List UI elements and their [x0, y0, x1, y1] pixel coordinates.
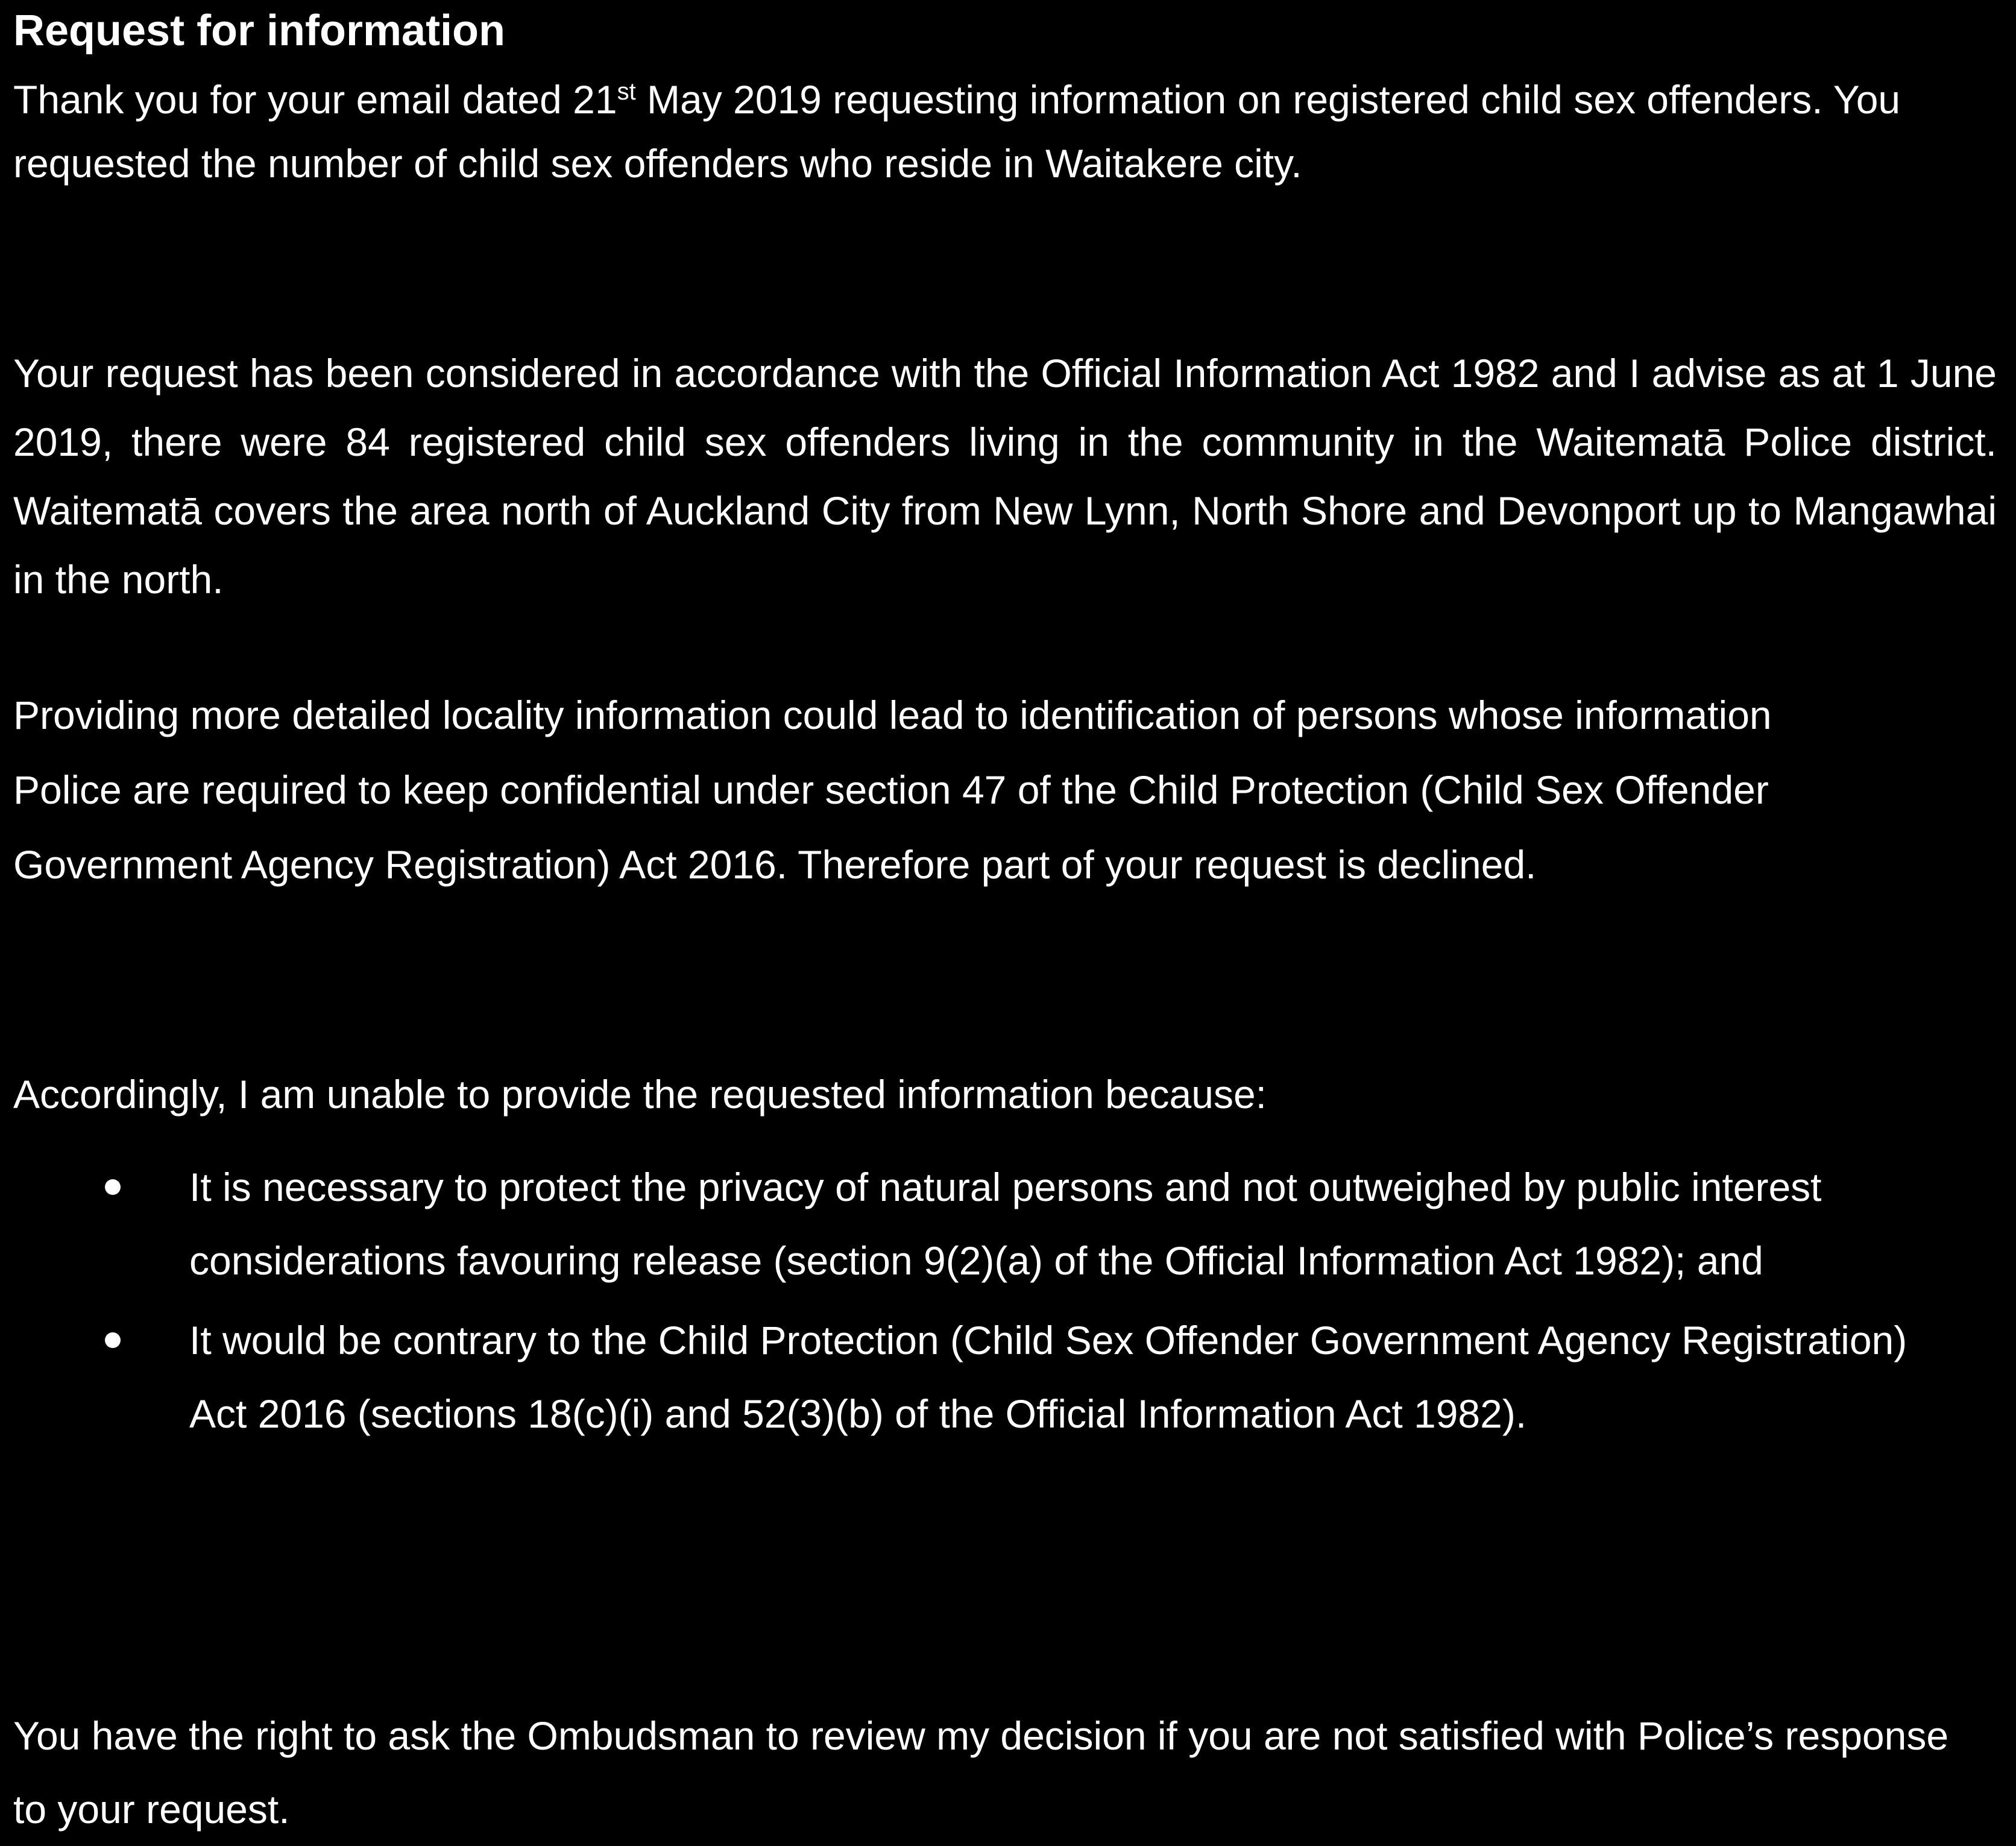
bullet-icon [105, 1179, 121, 1195]
intro-text-start: Thank you for your email dated 21 [13, 77, 617, 122]
reasons-list [13, 1150, 2003, 1451]
bullet-icon [105, 1332, 121, 1348]
locality-paragraph: Providing more detailed locality information could lead to identification of persons whose information Police are required to keep confidential under section 47 of the Child Protection (Child Sex Offender Government Agency Registration) Act 2016. Therefore part of your request is declined. [13, 693, 1772, 887]
reason-text: It is necessary to protect the privacy of natural persons and not outweighed by public interest considerations favouring release (section 9(2)(a) of the Official Information Act 1982); and [189, 1165, 1822, 1283]
section-heading: Request for information [13, 7, 506, 55]
intro-paragraph [13, 68, 1997, 195]
reason-item-privacy [13, 1150, 1962, 1297]
intro-text-end: May 2019 requesting information on registered child sex offenders. You requested the number of child sex offenders who reside in Waitakere city. [13, 77, 1901, 186]
consideration-paragraph: Your request has been considered in accordance with the Official Information Act 1982 and I advise as at 1 June 2019, there were 84 registered child sex offenders living in the community in the Waitematā Police district. Waitematā covers the area north of Auckland City from New Lynn, North Shore and Devonport up to Mangawhai in the north. [13, 351, 1997, 602]
letter-page [13, 0, 2003, 1842]
date-ordinal-suffix: st [617, 78, 636, 105]
reason-text: It would be contrary to the Child Protection (Child Sex Offender Government Agency Registration) Act 2016 (sections 18(c)(i) and 52(3)(b) of the Official Information Act 1982). [189, 1318, 1907, 1436]
reason-item-contrary [13, 1303, 1962, 1451]
accordingly-paragraph: Accordingly, I am unable to provide the requested information because: [13, 1072, 1267, 1117]
ombudsman-paragraph: You have the right to ask the Ombudsman to review my decision if you are not satisfied with Police’s response to your request. [13, 1713, 1949, 1832]
